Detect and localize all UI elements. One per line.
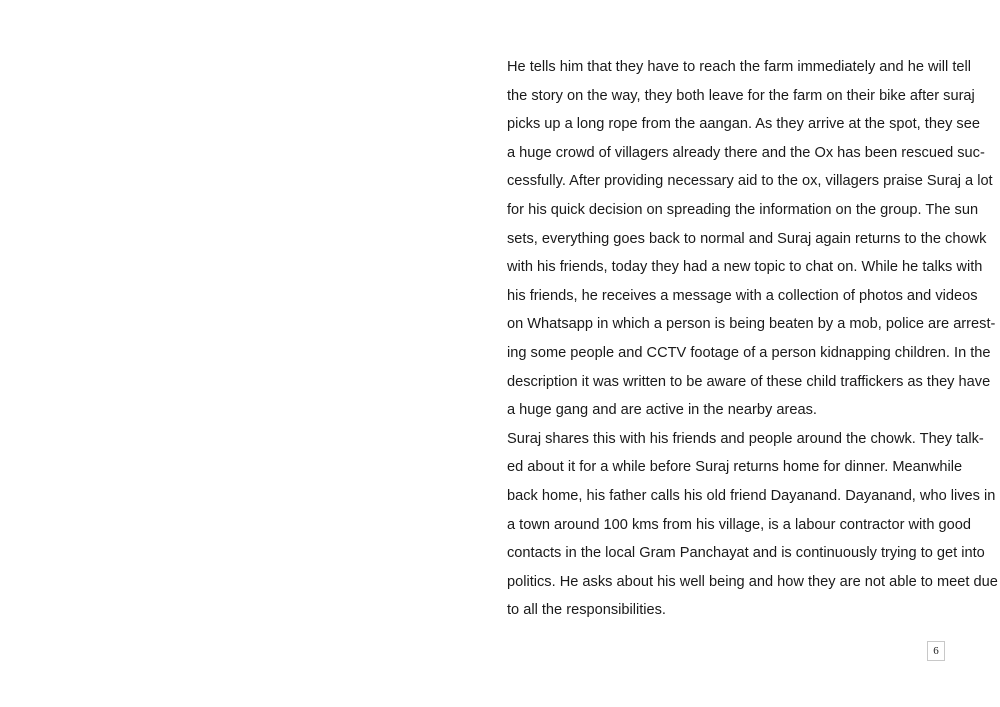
text-line: politics. He asks about his well being and how they are not able to meet due (507, 573, 998, 590)
text-line: a town around 100 kms from his village, is a labour contractor with good (507, 516, 971, 533)
body-text (507, 53, 998, 625)
text-line: on Whatsapp in which a person is being beaten by a mob, police are arrest- (507, 316, 996, 333)
text-line: his friends, he receives a message with a collection of photos and videos (507, 287, 978, 304)
text-line: a huge crowd of villagers already there and the Ox has been rescued suc- (507, 144, 985, 161)
text-line: to all the responsibilities. (507, 602, 666, 619)
text-line: the story on the way, they both leave for the farm on their bike after suraj (507, 87, 975, 104)
text-line: Suraj shares this with his friends and people around the chowk. They talk- (507, 430, 984, 447)
text-line: ing some people and CCTV footage of a person kidnapping children. In the (507, 344, 991, 361)
text-line: a huge gang and are active in the nearby areas. (507, 402, 817, 419)
text-line: back home, his father calls his old friend Dayanand. Dayanand, who lives in (507, 487, 996, 504)
text-line: He tells him that they have to reach the farm immediately and he will tell (507, 59, 971, 75)
paragraph-2 (507, 425, 998, 625)
paragraph-1 (507, 53, 996, 425)
page-number: 6 (927, 641, 945, 661)
text-line: for his quick decision on spreading the information on the group. The sun (507, 201, 979, 218)
text-line: description it was written to be aware of these child traffickers as they have (507, 373, 991, 390)
text-line: picks up a long rope from the aangan. As they arrive at the spot, they see (507, 116, 980, 133)
text-line: sets, everything goes back to normal and Suraj again returns to the chowk (507, 230, 987, 247)
text-line: with his friends, today they had a new topic to chat on. While he talks with (507, 259, 983, 276)
text-line: contacts in the local Gram Panchayat and is continuously trying to get into (507, 545, 985, 562)
text-line: cessfully. After providing necessary aid to the ox, villagers praise Suraj a lot (507, 173, 993, 190)
text-line: ed about it for a while before Suraj returns home for dinner. Meanwhile (507, 459, 963, 476)
